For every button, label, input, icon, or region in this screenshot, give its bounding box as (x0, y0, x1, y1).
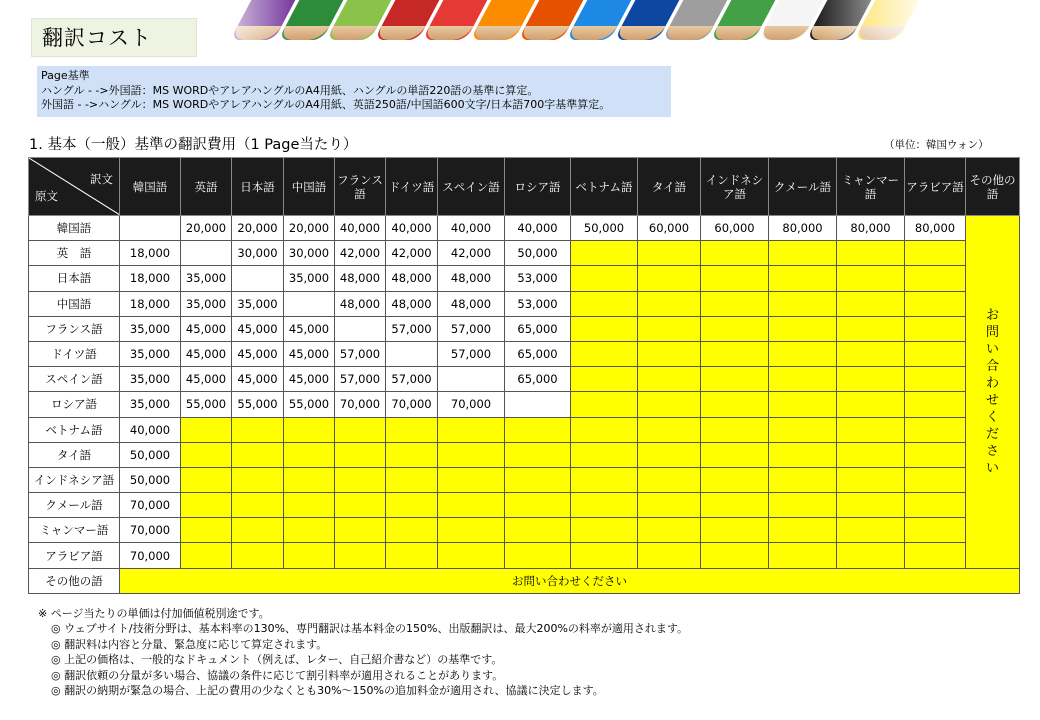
price-cell (438, 367, 505, 392)
inquiry-cell (837, 467, 905, 492)
inquiry-cell (232, 417, 284, 442)
price-cell: 42,000 (386, 241, 438, 266)
table-row-other (29, 568, 1020, 593)
unit-label: （単位：韓国ウォン） (884, 139, 989, 151)
price-cell: 40,000 (438, 216, 505, 241)
price-cell: 55,000 (284, 392, 335, 417)
corner-source-label: 原文 (35, 189, 58, 203)
column-header: ドイツ語 (386, 158, 438, 216)
corner-target-label: 訳文 (90, 172, 113, 186)
other-languages-contact (966, 216, 1020, 569)
column-header: ミャンマー語 (837, 158, 905, 216)
table-row (29, 341, 1020, 366)
price-cell: 45,000 (232, 367, 284, 392)
inquiry-cell (232, 543, 284, 568)
inquiry-cell (638, 367, 701, 392)
price-cell: 45,000 (284, 367, 335, 392)
inquiry-cell (769, 467, 837, 492)
contact-vertical-text: お問い合わせください (985, 307, 999, 476)
table-row (29, 493, 1020, 518)
price-cell: 45,000 (181, 367, 232, 392)
inquiry-cell (837, 241, 905, 266)
price-cell: 48,000 (438, 266, 505, 291)
inquiry-cell (905, 467, 966, 492)
inquiry-cell (438, 417, 505, 442)
row-header: 韓国語 (29, 216, 120, 241)
inquiry-cell (335, 417, 386, 442)
inquiry-cell (335, 467, 386, 492)
table-row (29, 367, 1020, 392)
inquiry-cell (505, 518, 571, 543)
inquiry-cell (837, 493, 905, 518)
price-cell: 35,000 (181, 291, 232, 316)
price-cell: 18,000 (120, 291, 181, 316)
inquiry-cell (905, 518, 966, 543)
inquiry-cell (769, 442, 837, 467)
inquiry-cell (769, 543, 837, 568)
price-cell: 57,000 (335, 367, 386, 392)
row-header: 中国語 (29, 291, 120, 316)
inquiry-cell (638, 341, 701, 366)
price-cell: 42,000 (438, 241, 505, 266)
price-cell: 55,000 (232, 392, 284, 417)
inquiry-cell (505, 493, 571, 518)
inquiry-cell (232, 442, 284, 467)
price-cell: 48,000 (335, 266, 386, 291)
inquiry-cell (905, 341, 966, 366)
inquiry-cell (438, 442, 505, 467)
price-cell: 65,000 (505, 341, 571, 366)
inquiry-cell (701, 467, 769, 492)
price-cell: 70,000 (438, 392, 505, 417)
inquiry-cell (701, 241, 769, 266)
price-cell: 48,000 (386, 266, 438, 291)
price-cell: 80,000 (769, 216, 837, 241)
inquiry-cell (701, 341, 769, 366)
price-cell: 70,000 (335, 392, 386, 417)
column-header: その他の語 (966, 158, 1020, 216)
price-cell: 60,000 (701, 216, 769, 241)
note-items (38, 621, 688, 698)
inquiry-cell (769, 518, 837, 543)
price-cell: 53,000 (505, 291, 571, 316)
inquiry-cell (638, 266, 701, 291)
price-cell: 35,000 (232, 291, 284, 316)
inquiry-cell (769, 341, 837, 366)
row-header: 日本語 (29, 266, 120, 291)
inquiry-cell (905, 291, 966, 316)
price-cell: 45,000 (284, 316, 335, 341)
inquiry-cell (571, 467, 638, 492)
inquiry-cell (232, 518, 284, 543)
inquiry-cell (386, 442, 438, 467)
page-title: 翻訳コスト (31, 18, 197, 57)
inquiry-cell (638, 543, 701, 568)
price-cell (335, 316, 386, 341)
price-cell: 35,000 (120, 367, 181, 392)
inquiry-cell (837, 291, 905, 316)
price-cell: 55,000 (181, 392, 232, 417)
inquiry-cell (181, 417, 232, 442)
table-row (29, 241, 1020, 266)
price-cell: 80,000 (905, 216, 966, 241)
price-cell: 18,000 (120, 266, 181, 291)
price-cell (232, 266, 284, 291)
table-row (29, 417, 1020, 442)
inquiry-cell (181, 543, 232, 568)
inquiry-cell (769, 266, 837, 291)
price-cell: 48,000 (438, 291, 505, 316)
price-cell: 18,000 (120, 241, 181, 266)
inquiry-cell (505, 442, 571, 467)
inquiry-cell (505, 543, 571, 568)
section-title: 1. 基本（一般）基準の翻訳費用（1 Page当たり） (29, 137, 358, 153)
column-header: フランス語 (335, 158, 386, 216)
inquiry-cell (571, 266, 638, 291)
price-cell (284, 291, 335, 316)
other-row-contact: お問い合わせください (120, 568, 1020, 593)
price-cell: 50,000 (120, 442, 181, 467)
inquiry-cell (181, 518, 232, 543)
row-header: ロシア語 (29, 392, 120, 417)
column-header: 日本語 (232, 158, 284, 216)
inquiry-cell (571, 341, 638, 366)
table-row (29, 543, 1020, 568)
column-header: インドネシア語 (701, 158, 769, 216)
price-cell: 57,000 (438, 316, 505, 341)
inquiry-cell (701, 266, 769, 291)
inquiry-cell (571, 518, 638, 543)
inquiry-cell (701, 392, 769, 417)
inquiry-cell (638, 241, 701, 266)
inquiry-cell (284, 442, 335, 467)
inquiry-cell (905, 241, 966, 266)
table-header-row (29, 158, 1020, 216)
price-cell: 45,000 (232, 341, 284, 366)
price-cell: 65,000 (505, 316, 571, 341)
inquiry-cell (571, 392, 638, 417)
table-row (29, 291, 1020, 316)
inquiry-cell (701, 291, 769, 316)
inquiry-cell (638, 467, 701, 492)
price-cell: 35,000 (120, 392, 181, 417)
price-cell: 45,000 (181, 316, 232, 341)
inquiry-cell (769, 367, 837, 392)
row-header: クメール語 (29, 493, 120, 518)
table-body (29, 216, 1020, 594)
price-cell: 80,000 (837, 216, 905, 241)
inquiry-cell (386, 543, 438, 568)
inquiry-cell (181, 442, 232, 467)
inquiry-cell (181, 493, 232, 518)
inquiry-cell (571, 367, 638, 392)
inquiry-cell (438, 467, 505, 492)
column-header: 英語 (181, 158, 232, 216)
inquiry-cell (837, 417, 905, 442)
inquiry-cell (284, 417, 335, 442)
note-item: ◎ 翻訳依頼の分量が多い場合、協議の条件に応じて割引料率が適用されることがあります。 (51, 668, 504, 682)
inquiry-cell (438, 518, 505, 543)
column-header: アラビア語 (905, 158, 966, 216)
inquiry-cell (505, 417, 571, 442)
column-header: ロシア語 (505, 158, 571, 216)
table-row (29, 518, 1020, 543)
inquiry-cell (769, 392, 837, 417)
row-header: スペイン語 (29, 367, 120, 392)
row-header: アラビア語 (29, 543, 120, 568)
inquiry-cell (335, 442, 386, 467)
inquiry-cell (837, 316, 905, 341)
price-cell: 57,000 (386, 367, 438, 392)
inquiry-cell (386, 493, 438, 518)
price-cell (386, 341, 438, 366)
price-cell: 35,000 (120, 316, 181, 341)
page-basis-info (37, 66, 671, 117)
inquiry-cell (905, 543, 966, 568)
price-cell: 30,000 (284, 241, 335, 266)
inquiry-cell (837, 518, 905, 543)
price-cell: 50,000 (120, 467, 181, 492)
corner-diagonal (29, 158, 120, 215)
inquiry-cell (571, 417, 638, 442)
inquiry-cell (905, 442, 966, 467)
inquiry-cell (284, 543, 335, 568)
inquiry-cell (837, 341, 905, 366)
inquiry-cell (769, 316, 837, 341)
price-cell: 70,000 (120, 543, 181, 568)
price-cell: 20,000 (232, 216, 284, 241)
inquiry-cell (505, 467, 571, 492)
note-item: ◎ 翻訳料は内容と分量、緊急度に応じて算定されます。 (51, 637, 328, 651)
price-cell: 20,000 (284, 216, 335, 241)
column-header: ベトナム語 (571, 158, 638, 216)
note-item: ◎ 上記の価格は、一般的なドキュメント（例えば、レター、自己紹介書など）の基準です。 (51, 653, 503, 667)
inquiry-cell (701, 367, 769, 392)
inquiry-cell (701, 518, 769, 543)
price-cell: 57,000 (335, 341, 386, 366)
banner-fade (205, 0, 925, 48)
column-header: タイ語 (638, 158, 701, 216)
inquiry-cell (284, 518, 335, 543)
inquiry-cell (638, 493, 701, 518)
price-cell: 35,000 (284, 266, 335, 291)
inquiry-cell (769, 417, 837, 442)
price-cell: 70,000 (120, 518, 181, 543)
price-cell (505, 392, 571, 417)
inquiry-cell (769, 291, 837, 316)
column-header: 韓国語 (120, 158, 181, 216)
row-header: ベトナム語 (29, 417, 120, 442)
column-header: クメール語 (769, 158, 837, 216)
inquiry-cell (837, 442, 905, 467)
inquiry-cell (837, 266, 905, 291)
translation-cost-table (28, 157, 1020, 594)
price-cell: 70,000 (120, 493, 181, 518)
price-cell (120, 216, 181, 241)
row-header: その他の語 (29, 568, 120, 593)
inquiry-cell (335, 493, 386, 518)
inquiry-cell (638, 316, 701, 341)
column-header: スペイン語 (438, 158, 505, 216)
table-row (29, 216, 1020, 241)
inquiry-cell (438, 493, 505, 518)
price-cell: 35,000 (120, 341, 181, 366)
table-row (29, 442, 1020, 467)
row-header: 英 語 (29, 241, 120, 266)
note-item: ◎ ウェブサイト/技術分野は、基本料率の130%、専門翻訳は基本料金の150%、出版翻訳は、最大200%の料率が適用されます。 (51, 622, 689, 636)
corner-cell (29, 158, 120, 216)
price-cell: 57,000 (386, 316, 438, 341)
inquiry-cell (769, 241, 837, 266)
price-cell: 50,000 (571, 216, 638, 241)
price-cell: 45,000 (181, 341, 232, 366)
inquiry-cell (837, 543, 905, 568)
inquiry-cell (905, 392, 966, 417)
row-header: タイ語 (29, 442, 120, 467)
table-row (29, 316, 1020, 341)
price-cell: 42,000 (335, 241, 386, 266)
inquiry-cell (335, 518, 386, 543)
inquiry-cell (837, 367, 905, 392)
price-cell: 40,000 (120, 417, 181, 442)
inquiry-cell (638, 518, 701, 543)
price-cell: 20,000 (181, 216, 232, 241)
inquiry-cell (638, 442, 701, 467)
inquiry-cell (905, 493, 966, 518)
price-cell (181, 241, 232, 266)
inquiry-cell (905, 266, 966, 291)
inquiry-cell (701, 316, 769, 341)
inquiry-cell (701, 543, 769, 568)
price-cell: 35,000 (181, 266, 232, 291)
inquiry-cell (571, 291, 638, 316)
table-row (29, 467, 1020, 492)
inquiry-cell (181, 467, 232, 492)
row-header: インドネシア語 (29, 467, 120, 492)
inquiry-cell (284, 493, 335, 518)
inquiry-cell (701, 442, 769, 467)
inquiry-cell (571, 543, 638, 568)
price-cell: 50,000 (505, 241, 571, 266)
price-cell: 60,000 (638, 216, 701, 241)
info-heading: Page基準 (41, 69, 90, 82)
inquiry-cell (638, 392, 701, 417)
inquiry-cell (386, 417, 438, 442)
inquiry-cell (638, 417, 701, 442)
table-row (29, 392, 1020, 417)
inquiry-cell (837, 392, 905, 417)
note-main: ※ ページ当たりの単価は付加価値税別途です。 (38, 607, 270, 620)
price-cell: 53,000 (505, 266, 571, 291)
inquiry-cell (769, 493, 837, 518)
price-cell: 65,000 (505, 367, 571, 392)
inquiry-cell (232, 493, 284, 518)
inquiry-cell (232, 467, 284, 492)
row-header: フランス語 (29, 316, 120, 341)
inquiry-cell (284, 467, 335, 492)
inquiry-cell (701, 417, 769, 442)
inquiry-cell (386, 518, 438, 543)
notes (38, 606, 688, 698)
inquiry-cell (571, 241, 638, 266)
inquiry-cell (905, 417, 966, 442)
price-cell: 70,000 (386, 392, 438, 417)
price-cell: 48,000 (386, 291, 438, 316)
price-cell: 57,000 (438, 341, 505, 366)
inquiry-cell (638, 291, 701, 316)
row-header: ドイツ語 (29, 341, 120, 366)
inquiry-cell (571, 316, 638, 341)
info-line-1: ハングル - ->外国語：MS WORDやアレアハングルのA4用紙、ハングルの単語220語の基準に算定。 (41, 83, 539, 97)
price-cell: 48,000 (335, 291, 386, 316)
column-header: 中国語 (284, 158, 335, 216)
inquiry-cell (905, 316, 966, 341)
price-cell: 45,000 (284, 341, 335, 366)
table-row (29, 266, 1020, 291)
inquiry-cell (905, 367, 966, 392)
price-cell: 45,000 (232, 316, 284, 341)
inquiry-cell (386, 467, 438, 492)
price-cell: 40,000 (335, 216, 386, 241)
price-cell: 40,000 (386, 216, 438, 241)
note-item: ◎ 翻訳の納期が緊急の場合、上記の費用の少なくとも30%～150%の追加料金が適用され、協議に決定します。 (51, 684, 604, 698)
inquiry-cell (335, 543, 386, 568)
inquiry-cell (701, 493, 769, 518)
price-cell: 30,000 (232, 241, 284, 266)
info-line-2: 外国語 - ->ハングル：MS WORDやアレアハングルのA4用紙、英語250語/中国語600文字/日本語700字基準算定。 (41, 98, 611, 111)
inquiry-cell (571, 493, 638, 518)
price-cell: 40,000 (505, 216, 571, 241)
inquiry-cell (438, 543, 505, 568)
inquiry-cell (571, 442, 638, 467)
row-header: ミャンマー語 (29, 518, 120, 543)
